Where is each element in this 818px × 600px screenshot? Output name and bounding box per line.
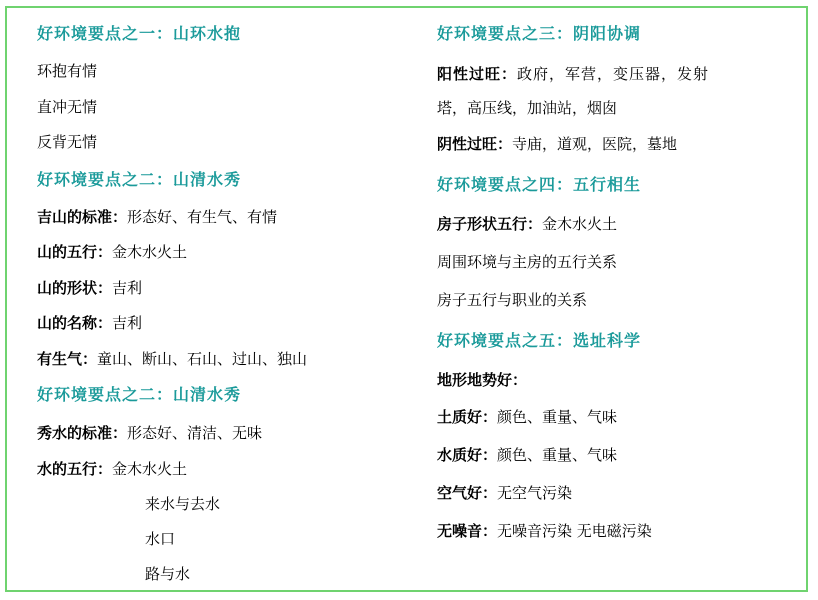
list-item — [37, 349, 307, 369]
item-label: 阴性过旺： — [437, 135, 513, 153]
item-label: 秀水的标准： — [37, 424, 128, 442]
item-value: 金木水火土 — [112, 243, 188, 261]
list-item — [37, 459, 187, 479]
section-heading-5: 好环境要点之五：选址科学 — [437, 331, 642, 350]
item-label: 有生气： — [37, 350, 98, 368]
item-value: 无噪音污染 无电磁污染 — [497, 522, 652, 540]
list-item — [437, 445, 617, 465]
item-label: 房子形状五行： — [437, 215, 543, 233]
list-item — [437, 214, 617, 234]
list-item — [437, 521, 652, 541]
item-label: 土质好： — [437, 408, 498, 426]
list-item: 环抱有情 — [37, 62, 98, 80]
item-value: 塔，高压线，加油站，烟囱 — [437, 99, 618, 117]
section-heading-3: 好环境要点之三：阴阳协调 — [437, 24, 642, 43]
list-item: 房子五行与职业的关系 — [437, 291, 588, 309]
list-item — [37, 242, 187, 262]
list-item — [37, 278, 142, 298]
section-heading-2: 好环境要点之二：山清水秀 — [37, 170, 242, 189]
list-item — [437, 134, 677, 154]
item-value: 童山、断山、石山、过山、独山 — [97, 350, 308, 368]
list-item: 直冲无情 — [37, 98, 98, 116]
list-item — [437, 483, 572, 503]
item-value: 寺庙，道观，医院，墓地 — [512, 135, 678, 153]
item-value: 吉利 — [112, 314, 143, 332]
section-heading-4: 好环境要点之四：五行相生 — [437, 175, 642, 194]
item-value: 形态好、清洁、无味 — [127, 424, 263, 442]
item-value: 形态好、有生气、有情 — [127, 208, 278, 226]
list-item — [437, 64, 709, 84]
item-value: 颜色、重量、气味 — [497, 446, 618, 464]
item-label: 空气好： — [437, 484, 498, 502]
list-item — [37, 313, 142, 333]
section-heading-1: 好环境要点之一：山环水抱 — [37, 24, 242, 43]
list-item — [437, 370, 527, 390]
item-label: 地形地势好： — [437, 371, 528, 389]
list-item: 周围环境与主房的五行关系 — [437, 253, 618, 271]
sub-item: 路与水 — [145, 565, 191, 583]
item-label: 吉山的标准： — [37, 208, 128, 226]
item-value: 金木水火土 — [112, 460, 188, 478]
section-heading-3: 好环境要点之二：山清水秀 — [37, 385, 242, 404]
list-item — [437, 98, 617, 118]
content-frame — [5, 6, 808, 592]
item-value: 吉利 — [112, 279, 143, 297]
item-label: 山的名称： — [37, 314, 113, 332]
list-item — [37, 423, 262, 443]
item-value: 颜色、重量、气味 — [497, 408, 618, 426]
list-item: 反背无情 — [37, 133, 98, 151]
item-value: 无空气污染 — [497, 484, 573, 502]
item-value: 政府，军营，变压器，发射 — [517, 65, 710, 83]
item-label: 水的五行： — [37, 460, 113, 478]
list-item — [37, 207, 277, 227]
item-label: 山的形状： — [37, 279, 113, 297]
sub-item: 水口 — [145, 530, 176, 548]
item-label: 无噪音： — [437, 522, 498, 540]
item-label: 阳性过旺： — [437, 65, 518, 83]
item-label: 水质好： — [437, 446, 498, 464]
item-value: 金木水火土 — [542, 215, 618, 233]
list-item — [437, 407, 617, 427]
item-label: 山的五行： — [37, 243, 113, 261]
sub-item: 来水与去水 — [145, 495, 221, 513]
